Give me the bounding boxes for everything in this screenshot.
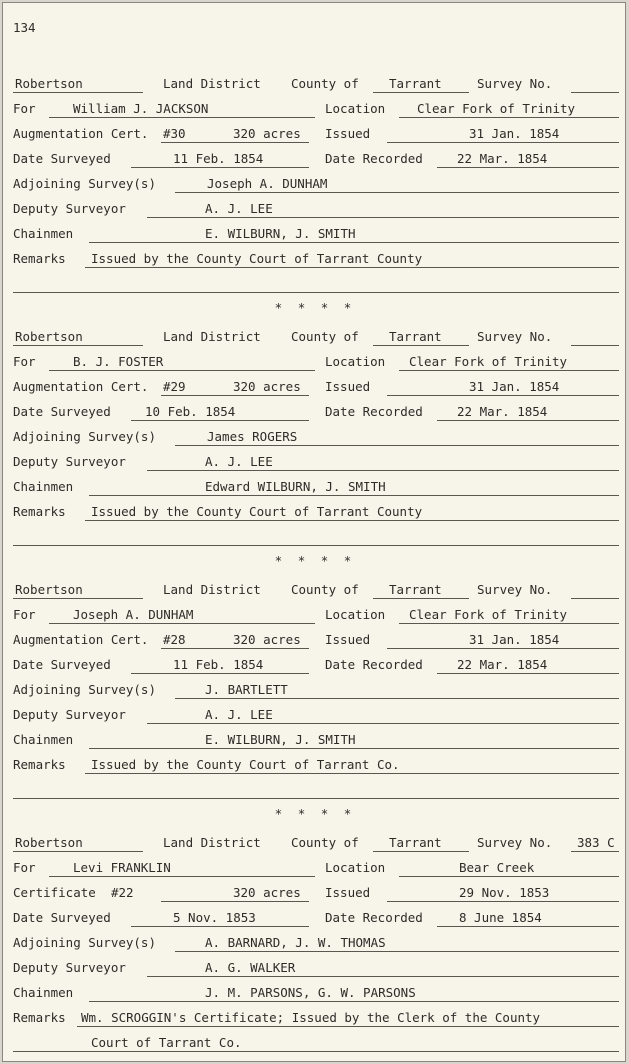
issued-label: Issued <box>325 885 371 900</box>
date-recorded-value: 22 Mar. 1854 <box>457 657 548 672</box>
adjoining-value: J. BARTLETT <box>205 682 288 697</box>
deputy-row <box>13 200 619 218</box>
location-value: Clear Fork of Trinity <box>417 101 576 116</box>
page-number: 134 <box>13 20 36 35</box>
adjoining-value: A. BARNARD, J. W. THOMAS <box>205 935 386 950</box>
adjoining-value: Joseph A. DUNHAM <box>207 176 328 191</box>
survey-no-value: 383 C <box>577 835 615 850</box>
date-recorded-value: 8 June 1854 <box>459 910 542 925</box>
county-value: Tarrant <box>389 329 442 344</box>
deputy-row <box>13 453 619 471</box>
issued-label: Issued <box>325 379 371 394</box>
adjoining-row <box>13 175 619 193</box>
cert-no-value: #29 <box>163 379 186 394</box>
remarks-value: Wm. SCROGGIN's Certificate; Issued by the Clerk of the County <box>81 1010 541 1025</box>
remarks-value: Issued by the County Court of Tarrant County <box>91 504 423 519</box>
remarks-row <box>13 503 619 521</box>
for-label: For <box>13 354 36 369</box>
adjoining-label: Adjoining Survey(s) <box>13 935 156 950</box>
chainmen-row <box>13 984 619 1002</box>
chainmen-value: Edward WILBURN, J. SMITH <box>205 479 386 494</box>
remarks-label: Remarks <box>13 251 66 266</box>
deputy-value: A. J. LEE <box>205 454 273 469</box>
district-row <box>13 834 619 852</box>
date-recorded-value: 22 Mar. 1854 <box>457 404 548 419</box>
district-value: Robertson <box>15 329 83 344</box>
land-district-label: Land District <box>163 76 261 91</box>
county-of-label: County of <box>291 582 359 597</box>
dates-row <box>13 909 619 927</box>
deputy-label: Deputy Surveyor <box>13 201 126 216</box>
record-separator: * * * * <box>274 553 356 568</box>
remarks-continued-row <box>13 781 619 799</box>
chainmen-value: J. M. PARSONS, G. W. PARSONS <box>205 985 416 1000</box>
date-recorded-label: Date Recorded <box>325 151 423 166</box>
for-label: For <box>13 607 36 622</box>
issued-value: 31 Jan. 1854 <box>469 126 560 141</box>
location-label: Location <box>325 354 386 369</box>
issued-label: Issued <box>325 126 371 141</box>
location-label: Location <box>325 860 386 875</box>
for-row <box>13 606 619 624</box>
county-of-label: County of <box>291 329 359 344</box>
county-value: Tarrant <box>389 76 442 91</box>
land-district-label: Land District <box>163 582 261 597</box>
chainmen-label: Chainmen <box>13 226 74 241</box>
land-district-label: Land District <box>163 329 261 344</box>
survey-no-label: Survey No. <box>477 329 553 344</box>
deputy-label: Deputy Surveyor <box>13 707 126 722</box>
acres-value: 320 acres <box>233 126 301 141</box>
dates-row <box>13 403 619 421</box>
for-row <box>13 100 619 118</box>
issued-value: 31 Jan. 1854 <box>469 379 560 394</box>
deputy-row <box>13 706 619 724</box>
cert-label: Certificate <box>13 885 96 900</box>
acres-value: 320 acres <box>233 632 301 647</box>
adjoining-row <box>13 934 619 952</box>
for-label: For <box>13 101 36 116</box>
survey-no-label: Survey No. <box>477 835 553 850</box>
issued-label: Issued <box>325 632 371 647</box>
dates-row <box>13 150 619 168</box>
district-row <box>13 581 619 599</box>
issued-value: 29 Nov. 1853 <box>459 885 550 900</box>
survey-no-label: Survey No. <box>477 582 553 597</box>
location-value: Bear Creek <box>459 860 535 875</box>
location-value: Clear Fork of Trinity <box>409 607 568 622</box>
location-label: Location <box>325 101 386 116</box>
adjoining-row <box>13 428 619 446</box>
remarks-label: Remarks <box>13 757 66 772</box>
chainmen-label: Chainmen <box>13 479 74 494</box>
deputy-label: Deputy Surveyor <box>13 454 126 469</box>
remarks-row <box>13 250 619 268</box>
chainmen-label: Chainmen <box>13 732 74 747</box>
record-separator: * * * * <box>274 300 356 315</box>
remarks-continued-row <box>13 275 619 293</box>
date-recorded-value: 22 Mar. 1854 <box>457 151 548 166</box>
cert-no-value: #22 <box>111 885 134 900</box>
acres-value: 320 acres <box>233 885 301 900</box>
for-label: For <box>13 860 36 875</box>
for-value: William J. JACKSON <box>73 101 209 116</box>
district-value: Robertson <box>15 76 83 91</box>
remarks-continued-row <box>13 1034 619 1052</box>
remarks-value: Issued by the County Court of Tarrant Co. <box>91 757 400 772</box>
date-surveyed-value: 10 Feb. 1854 <box>145 404 236 419</box>
adjoining-label: Adjoining Survey(s) <box>13 429 156 444</box>
cert-row <box>13 125 619 143</box>
date-recorded-label: Date Recorded <box>325 910 423 925</box>
location-value: Clear Fork of Trinity <box>409 354 568 369</box>
chainmen-row <box>13 478 619 496</box>
date-surveyed-label: Date Surveyed <box>13 910 111 925</box>
chainmen-value: E. WILBURN, J. SMITH <box>205 732 356 747</box>
date-recorded-label: Date Recorded <box>325 657 423 672</box>
for-value: B. J. FOSTER <box>73 354 164 369</box>
county-of-label: County of <box>291 76 359 91</box>
date-surveyed-label: Date Surveyed <box>13 657 111 672</box>
cert-row <box>13 884 619 902</box>
remarks-value: Issued by the County Court of Tarrant County <box>91 251 423 266</box>
adjoining-value: James ROGERS <box>207 429 298 444</box>
district-value: Robertson <box>15 835 83 850</box>
for-row <box>13 353 619 371</box>
record-separator: * * * * <box>274 806 356 821</box>
county-value: Tarrant <box>389 582 442 597</box>
remarks-row <box>13 1009 619 1027</box>
county-of-label: County of <box>291 835 359 850</box>
date-surveyed-value: 11 Feb. 1854 <box>173 657 264 672</box>
date-surveyed-label: Date Surveyed <box>13 151 111 166</box>
deputy-label: Deputy Surveyor <box>13 960 126 975</box>
date-surveyed-label: Date Surveyed <box>13 404 111 419</box>
acres-value: 320 acres <box>233 379 301 394</box>
for-value: Joseph A. DUNHAM <box>73 607 194 622</box>
adjoining-label: Adjoining Survey(s) <box>13 176 156 191</box>
chainmen-row <box>13 225 619 243</box>
adjoining-label: Adjoining Survey(s) <box>13 682 156 697</box>
dates-row <box>13 656 619 674</box>
county-value: Tarrant <box>389 835 442 850</box>
deputy-row <box>13 959 619 977</box>
date-surveyed-value: 5 Nov. 1853 <box>173 910 256 925</box>
for-value: Levi FRANKLIN <box>73 860 171 875</box>
cert-no-value: #28 <box>163 632 186 647</box>
district-row <box>13 75 619 93</box>
chainmen-row <box>13 731 619 749</box>
deputy-value: A. J. LEE <box>205 707 273 722</box>
document-page <box>2 2 626 1062</box>
remarks-row <box>13 756 619 774</box>
for-row <box>13 859 619 877</box>
location-label: Location <box>325 607 386 622</box>
remarks-continued-value: Court of Tarrant Co. <box>91 1035 242 1050</box>
date-surveyed-value: 11 Feb. 1854 <box>173 151 264 166</box>
remarks-label: Remarks <box>13 504 66 519</box>
chainmen-label: Chainmen <box>13 985 74 1000</box>
cert-label: Augmentation Cert. <box>13 379 149 394</box>
date-recorded-label: Date Recorded <box>325 404 423 419</box>
remarks-label: Remarks <box>13 1010 66 1025</box>
land-district-label: Land District <box>163 835 261 850</box>
cert-row <box>13 631 619 649</box>
district-row <box>13 328 619 346</box>
deputy-value: A. J. LEE <box>205 201 273 216</box>
issued-value: 31 Jan. 1854 <box>469 632 560 647</box>
survey-no-label: Survey No. <box>477 76 553 91</box>
cert-label: Augmentation Cert. <box>13 632 149 647</box>
district-value: Robertson <box>15 582 83 597</box>
cert-row <box>13 378 619 396</box>
remarks-continued-row <box>13 528 619 546</box>
deputy-value: A. G. WALKER <box>205 960 296 975</box>
chainmen-value: E. WILBURN, J. SMITH <box>205 226 356 241</box>
adjoining-row <box>13 681 619 699</box>
cert-label: Augmentation Cert. <box>13 126 149 141</box>
cert-no-value: #30 <box>163 126 186 141</box>
